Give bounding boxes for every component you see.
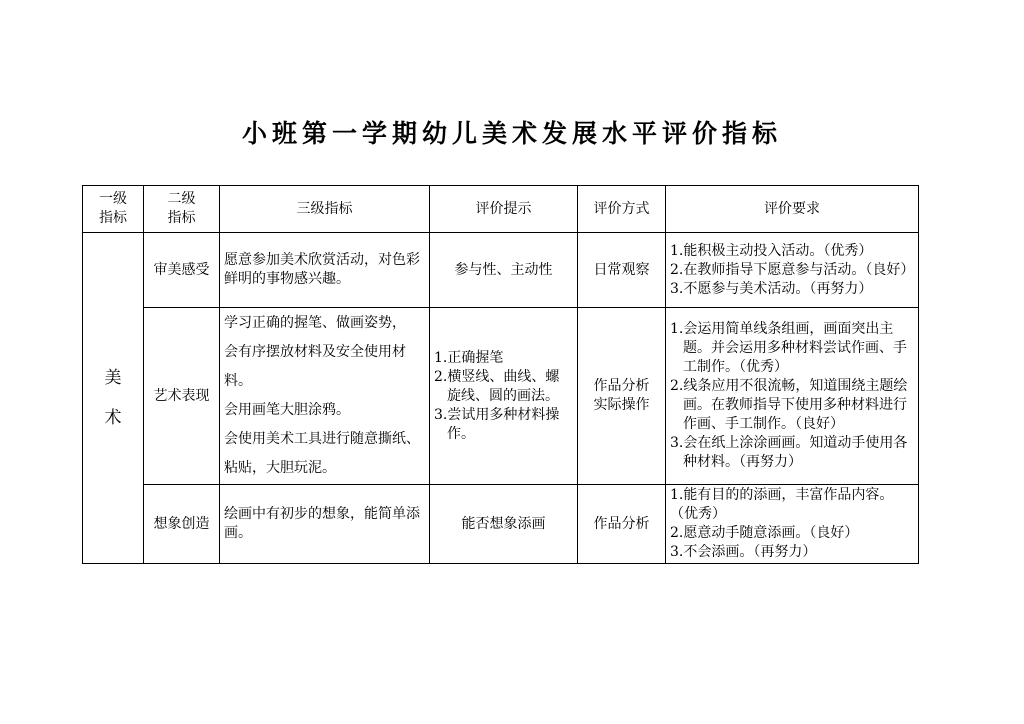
method-line: 作品分析 xyxy=(593,378,650,394)
requirement-line: 2.愿意动手随意添画。（良好） xyxy=(670,525,859,541)
level3-line: 愿意参加美术欣赏活动，对色彩鲜明的事物感兴趣。 xyxy=(224,252,420,287)
method-cell: 日常观察 xyxy=(578,233,666,308)
header-level1-line1: 一级 xyxy=(99,191,127,207)
method-cell: 作品分析 xyxy=(578,485,666,564)
hints-cell: 参与性、主动性 xyxy=(430,233,578,308)
requirement-line: 1.能有目的的添画，丰富作品内容。（优秀） xyxy=(670,487,894,522)
level3-line: 绘画中有初步的想象，能简单添画。 xyxy=(224,506,420,541)
method-cell xyxy=(578,308,666,485)
requirements-cell xyxy=(666,233,919,308)
header-level2-line2: 指标 xyxy=(167,210,196,226)
level3-line: 学习正确的握笔、做画姿势， xyxy=(224,315,406,331)
level3-cell xyxy=(220,308,430,485)
requirements-cell xyxy=(666,308,919,485)
level2-cell: 艺术表现 xyxy=(144,308,220,485)
level1-char-2: 术 xyxy=(104,408,122,428)
requirement-line: 1.会运用简单线条组画，画面突出主题。并会运用多种材料尝试作画、手工制作。（优秀） xyxy=(670,321,907,375)
header-level2 xyxy=(144,186,220,233)
level2-cell: 审美感受 xyxy=(144,233,220,308)
header-level1 xyxy=(83,186,144,233)
hint-line: 1.正确握笔 xyxy=(434,349,504,366)
header-requirements: 评价要求 xyxy=(666,186,919,233)
requirement-line: 1.能积极主动投入活动。（优秀） xyxy=(670,242,873,259)
level3-line: 会使用美术工具进行随意撕纸、粘贴，大胆玩泥。 xyxy=(224,431,420,476)
hints-cell: 能否想象添画 xyxy=(430,485,578,564)
table-row xyxy=(83,308,919,485)
level1-cell xyxy=(83,233,144,564)
page-title: 小班第一学期幼儿美术发展水平评价指标 xyxy=(241,119,782,148)
level3-cell xyxy=(220,233,430,308)
level3-line: 会用画笔大胆涂鸦。 xyxy=(224,402,350,418)
hint-line: 2.横竖线、曲线、螺旋线、圆的画法。 xyxy=(434,368,560,404)
requirement-line: 3.会在纸上涂涂画画。知道动手使用各种材料。（再努力） xyxy=(670,435,908,470)
table-row xyxy=(83,485,919,564)
table-row xyxy=(83,233,919,308)
requirement-line: 3.不愿参与美术活动。（再努力） xyxy=(670,280,873,297)
level1-char-1: 美 xyxy=(104,368,122,388)
header-level1-line2: 指标 xyxy=(99,210,127,226)
requirements-cell xyxy=(666,485,919,564)
hints-cell xyxy=(430,308,578,485)
header-row xyxy=(83,186,919,233)
header-method: 评价方式 xyxy=(578,186,666,233)
header-level2-line1: 二级 xyxy=(167,191,196,207)
level3-line: 会有序摆放材料及安全使用材料。 xyxy=(224,344,406,389)
header-level3: 三级指标 xyxy=(220,186,430,233)
level2-cell: 想象创造 xyxy=(144,485,220,564)
hint-line: 3.尝试用多种材料操作。 xyxy=(434,406,560,442)
method-line: 实际操作 xyxy=(593,397,650,413)
level3-cell xyxy=(220,485,430,564)
evaluation-table xyxy=(82,185,919,564)
header-hints: 评价提示 xyxy=(430,186,578,233)
requirement-line: 3.不会添画。（再努力） xyxy=(670,544,817,560)
requirement-line: 2.线条应用不很流畅，知道围绕主题绘画。在教师指导下使用多种材料进行作画、手工制作。（良好） xyxy=(670,378,908,432)
requirement-line: 2.在教师指导下愿意参与活动。（良好） xyxy=(670,261,915,278)
